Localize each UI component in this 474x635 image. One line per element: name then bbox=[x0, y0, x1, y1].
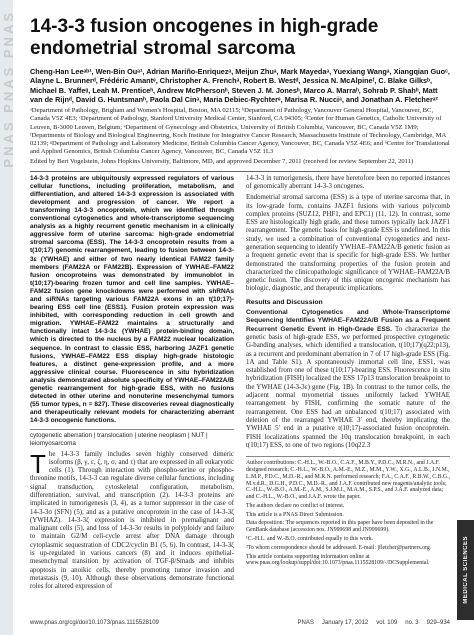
author-list: Cheng-Han Leeᵃᵇ¹, Wen-Bin Ouᵃ¹, Adrian Mariño-Enriquezᵃ, Meijun Zhuᵃ, Mark Mayedaᵃ, Yuexiang Wangᵃ, Xiangqian Guoᶜ, Alayne L. Brunnerᵈ, Frédéric Amantᵉ, Christopher A. Frenchᵃ, Robert B. Westᵈ, Jessica N. McAlpineᶠ, C. Blake Gilksᵇ, Michael B. Yaffeᵍ, Leah M. Prenticeʰ, Andrew McPhersonʰ, Steven J. M. Jonesʰ, Marco A. Marraʰ, Sohrab P. Shahʰ, Matt van de Rijnᵈ, David G. Huntsmanʰ, Paola Dal Cinᵃ, Maria Debiec-Rychterᵉ, Marisa R. Nucciᵃ, and Jonathan A. Fletcherᵃ² bbox=[30, 67, 450, 104]
affiliations: ᵃDepartment of Pathology, Brigham and Women's Hospital, Boston, MA 02115; ᵇDepartment of Pathology, Vancouver General Hospital, Vancouver, BC, Canada V5Z 4E3; ᶜDepartment of Pathology, Stanford University Medical Center, Stanford, CA 94305; ᵈCenter for Human Genetics, Catholic University of Leuven, B-3000 Leuven, Belgium; ᵉDepartment of Gynecology and Obstetrics, University of British Columbia, Vancouver, BC, Canada V5Z 1M9; ᶠDepartments of Biology and Biological Engineering, Koch Institute for Integrative Cancer Research, Massachusetts Institute of Technology, Cambridge, MA 02139; ᵍDepartment of Pathology and Laboratory Medicine, British Columbia Cancer Agency, Vancouver, BC, Canada V5Z 4E6; and ʰCentre for Translational and Applied Genomics, British Columbia Cancer Agency, Vancouver, BC, Canada V5Z 1L3 bbox=[30, 107, 450, 156]
paragraph-continued: 14-3-3 in tumorigenesis, there have heretofore been no reported instances of genomically aberrant 14-3-3 oncogenes. bbox=[246, 174, 450, 190]
footnote: Author contributions: C.-H.L., W.-B.O., C.A.F., M.B.Y., P.D.C., M.R.N., and J.A.F. designed research; C.-H.L., W.-B.O., A.M.-E., M.Z., M.M., Y.W., X.G., A.L.B., J.N.M., L.M.P., P.D.C., M.D.-R., and M.R.N. performed research; F.A., C.A.F., R.B.W., C.B.G., M.v.d.R., D.G.H., P.D.C., M.D.-R., and J.A.F. contributed new reagents/analytic tools; C.-H.L., W.-B.O., A.M.-E., A.M., S.J.M.J., M.A.M., S.P.S., and J.A.F. analyzed data; and C.-H.L., W.-B.O., and J.A.F. wrote the paper. bbox=[246, 460, 451, 501]
article-title: 14-3-3 fusion oncogenes in high-grade endometrial stromal sarcoma bbox=[30, 16, 379, 59]
page-range: 929–934 bbox=[426, 620, 450, 626]
footnote: Data deposition: The sequences reported in this paper have been deposited in the GenBank database (accession nos. JN999698 and JN999699). bbox=[246, 520, 434, 534]
footnote: This article is a PNAS Direct Submission. bbox=[246, 511, 344, 518]
footnote: The authors declare no conflict of interest. bbox=[246, 502, 345, 509]
footnote: This article contains supporting information online at www.pnas.org/lookup/suppl/doi:10.1073/pnas.1115528109/-/DCSupplemental. bbox=[246, 553, 430, 567]
page-footer bbox=[30, 620, 450, 626]
results-subheading: Conventional Cytogenetics and Whole-Transcriptome Sequencing Identifies YWHAE–FAM22A/B Fusion as a Frequent Recurrent Genetic Event in High-Grade ESS. bbox=[246, 309, 450, 333]
footnote: ¹C.-H.L. and W.-B.O. contributed equally to this work. bbox=[246, 536, 373, 543]
editorial-note: Edited by Bert Vogelstein, Johns Hopkins University, Baltimore, MD, and approved December 7, 2011 (received for review September 22, 2011) bbox=[30, 158, 414, 166]
section-tab-label: MEDICAL SCIENCES bbox=[462, 536, 469, 604]
issue-date: January 17, 2012 bbox=[321, 620, 369, 626]
abstract: 14-3-3 proteins are ubiquitously expressed regulators of various cellular functions, including proliferation, metabolism, and differentiation, and altered 14-3-3 expression is associated with development and progression of cancer. We report a transforming 14-3-3 oncoprotein, which we identified through conventional cytogenetics and whole-transcriptome sequencing analysis as a highly recurrent genetic mechanism in a clinically aggressive form of uterine sarcoma: high-grade endometrial stromal sarcoma (ESS). The 14-3-3 oncoprotein results from a t(10;17) genomic rearrangement, leading to fusion between 14-3-3ε (YWHAE) and either of two nearly identical FAM22 family members (FAM22A or FAM22B). Expression of YWHAE–FAM22 fusion oncoproteins was demonstrated by immunoblot in t(10;17)-bearing frozen tumor and cell line samples. YWHAE–FAM22 fusion gene knockdowns were performed with shRNAs and siRNAs targeting various FAM22A exons in an t(10;17)-bearing ESS cell line (ESS1). Fusion protein expression was inhibited, with corresponding reduction in cell growth and migration. YWHAE–FAM22 maintains a structurally and functionally intact 14-3-3ε (YWHAE) protein-binding domain, which is directed to the nucleus by a FAM22 nuclear localization sequence. In contrast to classic ESS, harboring JAZF1 genetic fusions, YWHAE–FAM22 ESS display high-grade histologic features, a distinct gene-expression profile, and a more aggressive clinical course. Fluorescence in situ hybridization analysis demonstrated absolute specificity of YWHAE–FAM22A/B genetic rearrangement for high-grade ESS, with no fusions detected in other uterine and nonuterine mesenchymal tumors (55 tumor types, n = 827). These discoveries reveal diagnostically and therapeutically relevant models for characterizing aberrant 14-3-3 oncogenic functions. bbox=[30, 174, 234, 425]
issue-number: no. 3 bbox=[405, 620, 419, 626]
section-heading: Results and Discussion bbox=[246, 298, 323, 306]
results-text: To characterize the genetic basis of high-grade ESS, we performed prospective cytogenetic G-banding analyses, which identified a translocation, t(10;17)(q22;p13), as a recurrent and predominant aberration in 7 of 17 high-grade ESS (Fig. 1A and Table S1). A spontaneously immortal cell line, ESS1, was established from one of these t(10;17)-bearing ESS. Fluorescence in situ hybridization (FISH) localized the ESS 17p13 translocation breakpoint to the YWHAE (14-3-3ε) gene (Fig. 1B). In contrast to the tumor cells, the adjacent normal myometrial tissues uniformly lacked YWHAE rearrangement by FISH, confirming the somatic nature of the rearrangement. One ESS had an unbalanced t(10;17) associated with deletion of the rearranged YWHAE 3′ end, thereby implicating the YWHAE 5′ end in a putative t(10;17)-associated fusion oncoprotein. FISH localizations spanned the 10q translocation breakpoint, in each t(10;17) ESS, to one of two regions (10q22.3 bbox=[246, 325, 450, 449]
two-column-body bbox=[30, 175, 450, 592]
journal-name: PNAS bbox=[297, 620, 314, 626]
article bbox=[30, 16, 450, 592]
drop-cap: T bbox=[30, 448, 46, 479]
right-column bbox=[246, 175, 450, 592]
section-tab bbox=[457, 520, 474, 620]
citation bbox=[298, 620, 450, 626]
introduction bbox=[30, 448, 234, 592]
footnote: ²To whom correspondence should be addressed. E-mail: jfletcher@partners.org. bbox=[246, 544, 432, 551]
volume: vol. 109 bbox=[376, 620, 398, 626]
journal-side-text: PNAS PNAS PNAS bbox=[1, 10, 16, 168]
journal-side-banner bbox=[0, 0, 16, 635]
left-column bbox=[30, 175, 234, 592]
footnotes bbox=[246, 456, 450, 567]
paragraph-ess: Endometrial stromal sarcoma (ESS) is a type of uterine sarcoma that, in its low-grade form, contains JAZF1 fusions with various polycomb complex proteins (SUZ12, PHF1, and EPC1) (11, 12). In contrast, some ESS are histologically high grade, and these tumors typically lack JAZF1 rearrangement. The genetic basis for high-grade ESS is undefined. In this study, we used a combination of conventional cytogenetics and next-generation sequencing to identify YWHAE–FAM22A/B genetic fusion as a frequent genetic event that is specific for high-grade ESS. We further demonstrated the transforming properties of the fusion protein and characterized the clinicopathologic significance of YWHAE–FAM22A/B genetic fusion. The discovery of this unique oncogenic mechanism has biologic, diagnostic, and therapeutic implications. bbox=[246, 194, 450, 293]
doi-link[interactable]: www.pnas.org/cgi/doi/10.1073/pnas.1115528109 bbox=[30, 620, 159, 626]
keywords: cytogenetic aberration | translocation | uterine neoplasm | NUT | leiomyosarcoma bbox=[30, 429, 234, 448]
divider bbox=[30, 171, 450, 172]
results-paragraph bbox=[246, 309, 450, 450]
introduction-text: he 14-3-3 family includes seven highly conserved dimeric isoforms (β, γ, ε, ζ, η, σ, and τ) that are expressed in all eukaryotic cells (1). Through interaction with phospho-serine or phospho-threonine motifs, 14-3-3 can regulate diverse cellular functions, including signal transduction, cytoskeletal configuration, metabolism, differentiation, survival, and transcription (2). 14-3-3 proteins are implicated in tumorigenesis (3, 4), as a tumor suppressor in the case of 14-3-3σ (SFN) (5), and as a putative oncoprotein in the case of 14-3-3ζ (YWHAZ). 14-3-3ζ expression is inhibited in premalignant and malignant cells (5), and loss of 14-3-3σ results in polyploidy and failure to maintain G2/M cell-cycle arrest after DNA damage through cytoplasmic sequestration of CDC2/cyclin B1 (5, 6). In contrast, 14-3-3ζ is up-regulated in various cancers (8) and it induces epithelial-mesenchymal transition by activation of TGF-β/Smads and inhibits apoptosis in anoikic cells, thereby promoting tumor invasion and metastasis (9, 10). Although these observations demonstrate functional roles for altered expression of bbox=[30, 450, 234, 591]
